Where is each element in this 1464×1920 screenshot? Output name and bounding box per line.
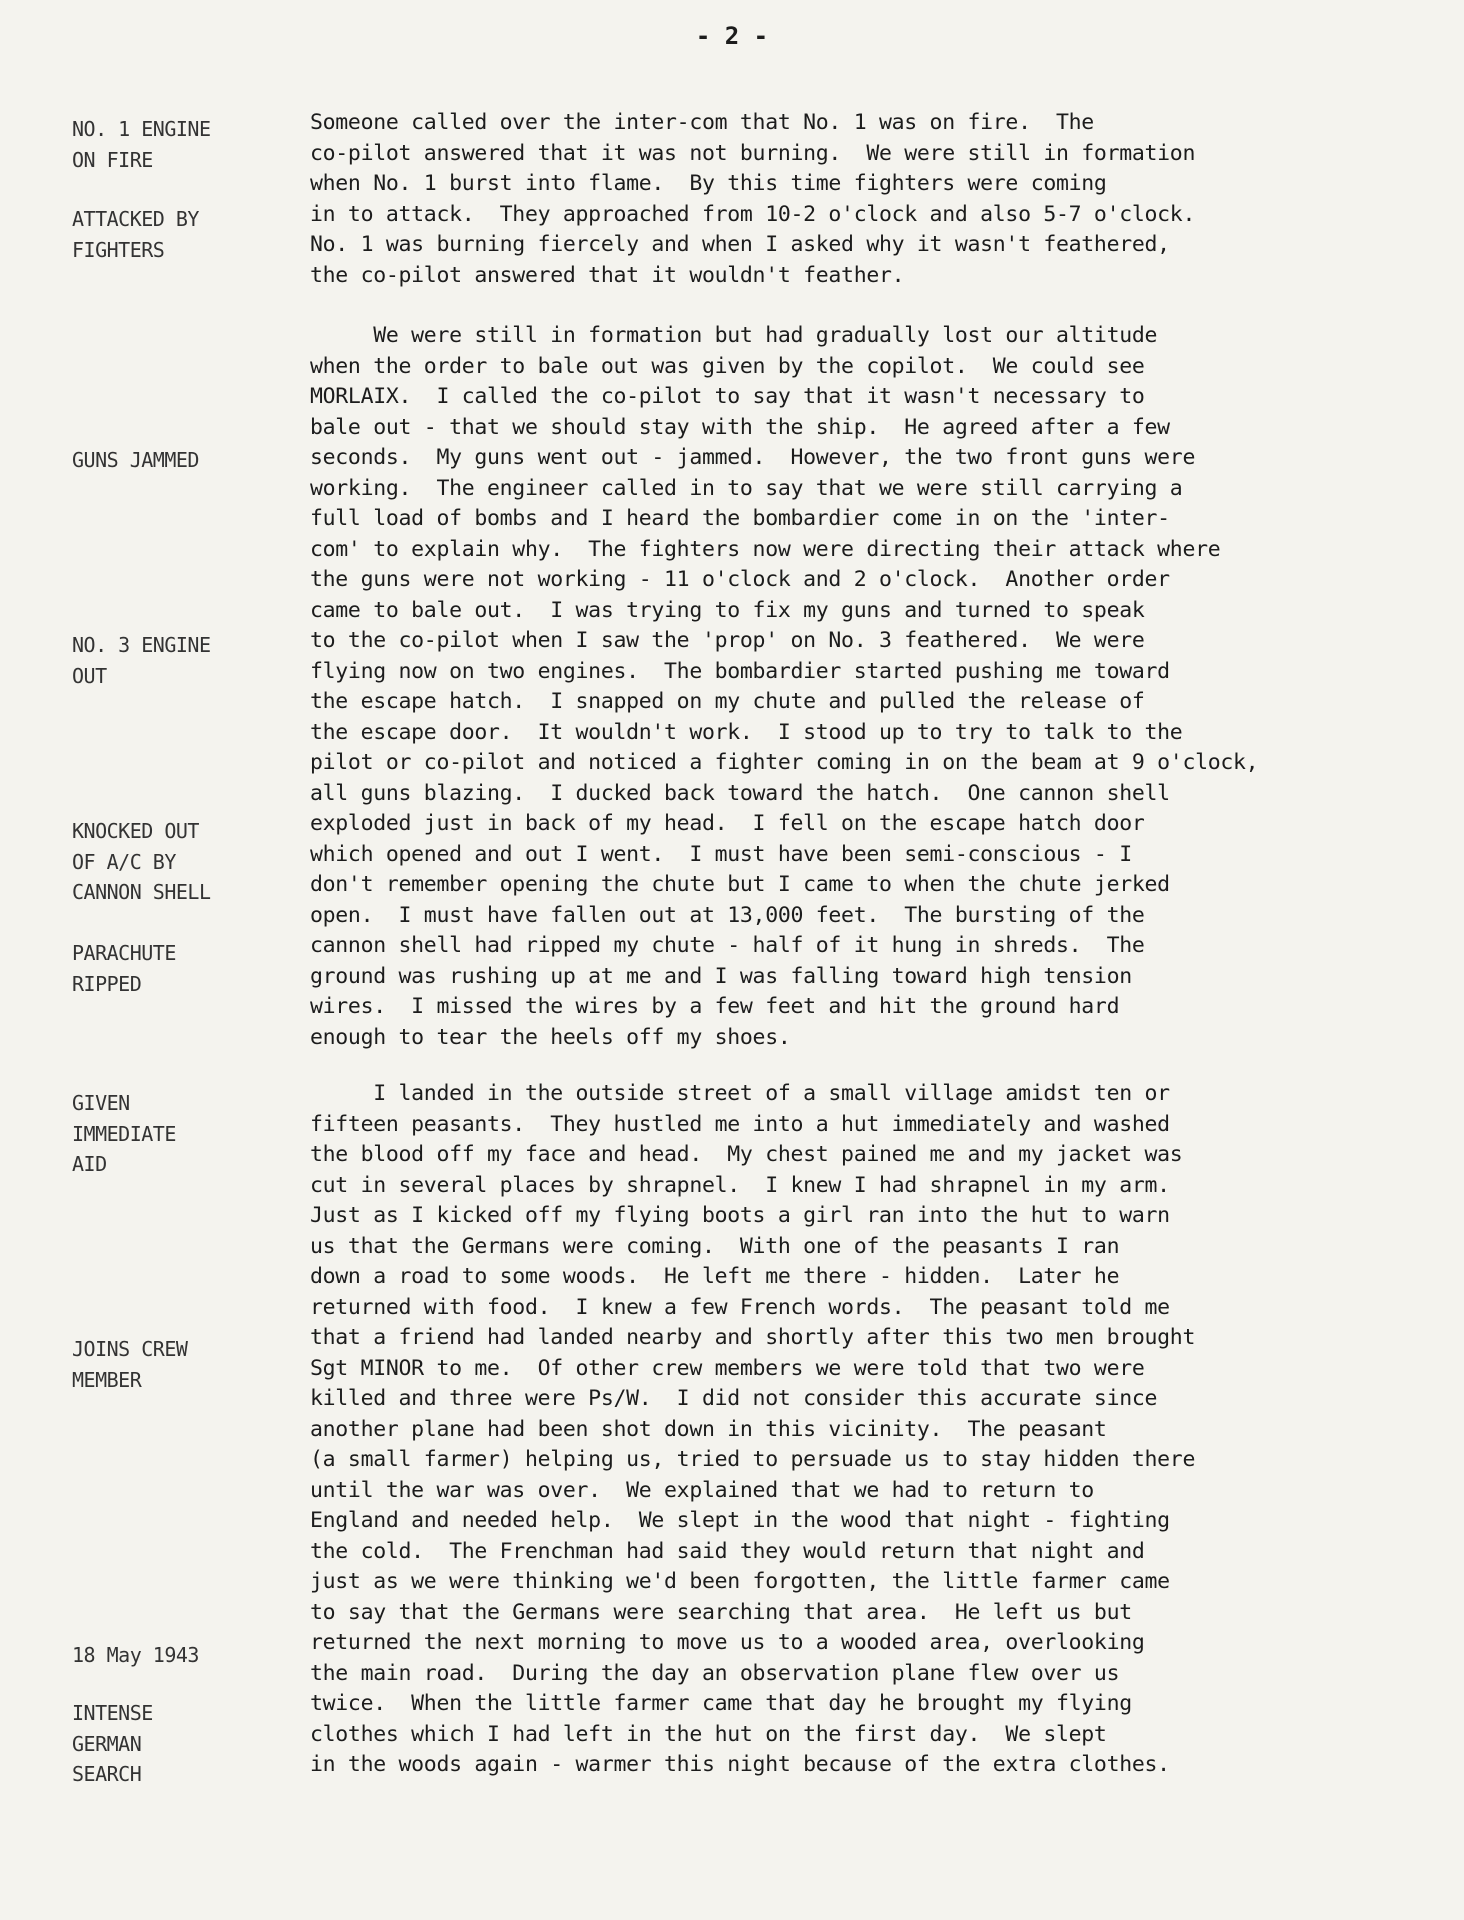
text-line: com' to explain why. The fighters now were directing their attack where [310,536,1221,562]
text-line: fifteen peasants. They hustled me into a hut immediately and washed [310,1111,1170,1137]
text-line: working. The engineer called in to say that we were still carrying a [310,475,1183,501]
text-line: all guns blazing. I ducked back toward the hatch. One cannon shell [310,780,1170,806]
text-line: that a friend had landed nearby and shortly after this two men brought [310,1325,1196,1350]
text-line: We were still in formation but had gradually lost our altitude [310,323,1158,348]
text-line: returned with food. I knew a few French words. The peasant told me [310,1294,1170,1320]
margin-note-joins-crew: JOINS CREW MEMBER [72,1337,188,1392]
text-line: the guns were not working - 11 o'clock and 2 o'clock. Another order [310,567,1170,592]
text-line: twice. When the little farmer came that day he brought my flying [310,1691,1132,1716]
margin-note-parachute: PARACHUTE RIPPED [72,941,176,996]
margin-note-engine-out: NO. 3 ENGINE OUT [72,633,211,688]
text-line: flying now on two engines. The bombardier started pushing me toward [310,658,1170,684]
text-line: to say that the Germans were searching that area. He left us but [310,1599,1132,1625]
page-number: - 2 - [695,22,769,50]
text-line: seconds. My guns went out - jammed. However, the two front guns were [310,445,1196,470]
text-line: the main road. During the day an observation plane flew over us [310,1660,1120,1686]
text-line: until the war was over. We explained that we had to return to [310,1477,1094,1503]
text-line: the co-pilot answered that it wouldn't feather. [310,262,905,288]
text-line: don't remember opening the chute but I came to when the chute jerked [310,872,1170,897]
text-line: MORLAIX. I called the co-pilot to say that it wasn't necessary to [310,384,1145,409]
paragraph-bale-out [310,321,1450,1053]
margin-note-guns-jammed: GUNS JAMMED [72,448,199,472]
text-line: came to bale out. I was trying to fix my guns and turned to speak [310,597,1145,623]
margin-note-attacked: ATTACKED BY FIGHTERS [72,207,199,262]
text-line: another plane had been shot down in this vicinity. The peasant [310,1416,1107,1442]
text-line: which opened and out I went. I must have been semi-conscious - I [310,841,1132,867]
text-line: Sgt MINOR to me. Of other crew members we were told that two were [310,1355,1145,1381]
text-line: open. I must have fallen out at 13,000 feet. The bursting of the [310,902,1145,928]
text-line: returned the next morning to move us to a wooded area, overlooking [310,1630,1145,1655]
text-line: pilot or co-pilot and noticed a fighter coming in on the beam at 9 o'clock, [310,750,1259,775]
text-line: bale out - that we should stay with the ship. He agreed after a few [310,414,1170,440]
margin-note-given-aid: GIVEN IMMEDIATE AID [72,1091,176,1176]
text-line: killed and three were Ps/W. I did not consider this accurate since [310,1386,1158,1411]
text-line: when No. 1 burst into flame. By this time fighters were coming [310,171,1107,196]
text-line: No. 1 was burning fiercely and when I asked why it wasn't feathered, [310,232,1170,257]
text-line: cannon shell had ripped my chute - half of it hung in shreds. The [310,933,1145,958]
text-line: the escape hatch. I snapped on my chute and pulled the release of [310,689,1145,714]
text-line: in to attack. They approached from 10-2 o'clock and also 5-7 o'clock. [310,201,1196,227]
text-line: down a road to some woods. He left me there - hidden. Later he [310,1264,1120,1289]
text-line: when the order to bale out was given by the copilot. We could see [310,353,1145,379]
text-line: full load of bombs and I heard the bombardier come in on the 'inter- [310,506,1170,531]
margin-note-knocked-out: KNOCKED OUT OF A/C BY CANNON SHELL [72,819,211,904]
paragraph-landing [310,1079,1450,1781]
text-line: in the woods again - warmer this night because of the extra clothes. [310,1752,1170,1777]
text-line: just as we were thinking we'd been forgotten, the little farmer came [310,1569,1170,1594]
text-line: the cold. The Frenchman had said they would return that night and [310,1538,1145,1564]
text-line: wires. I missed the wires by a few feet and hit the ground hard [310,994,1120,1019]
text-line: us that the Germans were coming. With one of the peasants I ran [310,1233,1120,1259]
text-line: the blood off my face and head. My chest pained me and my jacket was [310,1142,1183,1167]
text-line: ground was rushing up at me and I was falling toward high tension [310,963,1132,989]
text-line: cut in several places by shrapnel. I knew I had shrapnel in my arm. [310,1172,1170,1198]
margin-note-german-search: INTENSE GERMAN SEARCH [72,1701,153,1786]
text-line: enough to tear the heels off my shoes. [310,1024,791,1050]
text-line: exploded just in back of my head. I fell on the escape hatch door [310,811,1145,836]
text-line: to the co-pilot when I saw the 'prop' on No. 3 feathered. We were [310,628,1145,653]
text-line: clothes which I had left in the hut on the first day. We slept [310,1721,1107,1747]
text-line: co-pilot answered that it was not burning. We were still in formation [310,140,1196,166]
text-line: England and needed help. We slept in the wood that night - fighting [310,1508,1170,1533]
paragraph-engine-fire [310,108,1450,291]
margin-note-engine-fire: NO. 1 ENGINE ON FIRE [72,117,211,172]
margin-note-date: 18 May 1943 [72,1643,199,1667]
text-line: Just as I kicked off my flying boots a girl ran into the hut to warn [310,1203,1170,1228]
text-line: the escape door. It wouldn't work. I stood up to try to talk to the [310,719,1183,745]
text-line: (a small farmer) helping us, tried to persuade us to stay hidden there [310,1447,1196,1472]
text-line: I landed in the outside street of a small village amidst ten or [310,1081,1170,1106]
text-line: Someone called over the inter-com that No. 1 was on fire. The [310,110,1094,135]
